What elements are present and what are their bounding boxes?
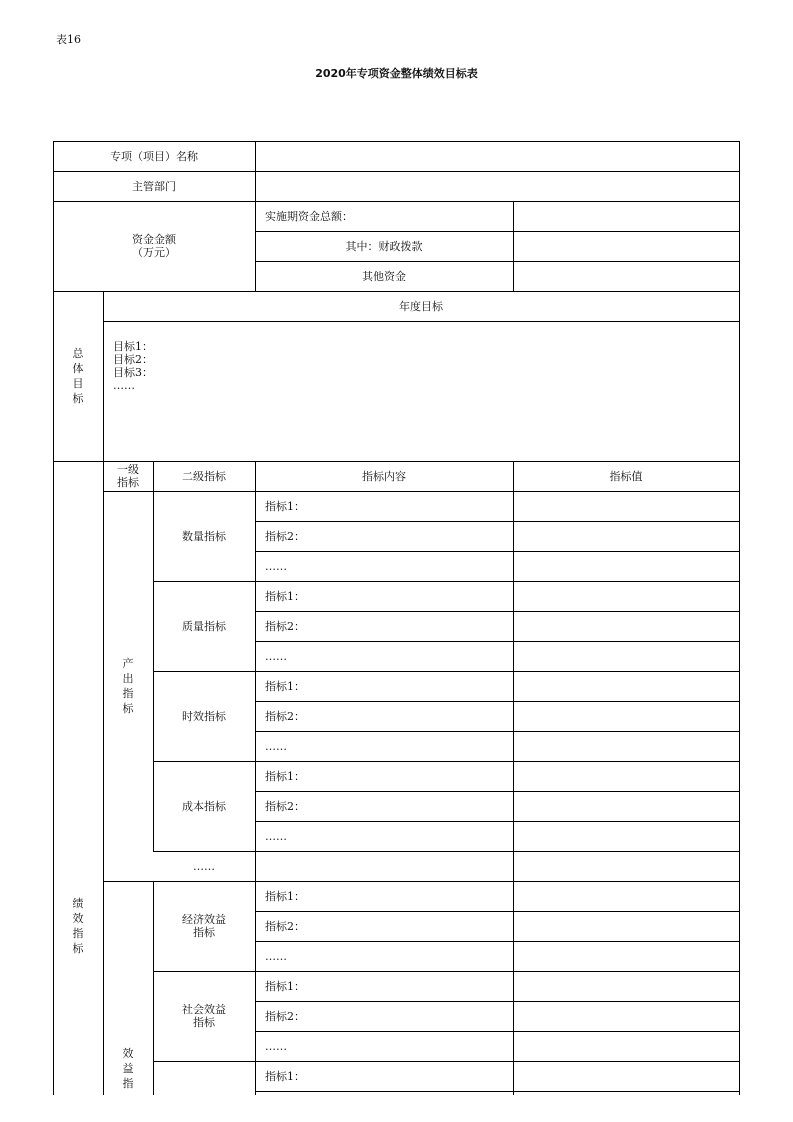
fiscal-fund-label: 其中：财政拨款 [345, 239, 423, 253]
department-value[interactable] [256, 172, 739, 201]
item-row[interactable]: 指标1： [265, 769, 305, 783]
item-row[interactable]: 指标2： [265, 799, 305, 813]
page-title: 2020年专项资金整体绩效目标表 [315, 67, 478, 80]
cat-economic: 经济效益 指标 [182, 913, 226, 939]
total-fund-label: 实施期资金总额： [265, 209, 353, 223]
item-row[interactable]: 指标1： [265, 679, 305, 693]
item-row[interactable]: 指标2： [265, 619, 305, 633]
project-name-value[interactable] [256, 142, 739, 171]
annual-goal-label: 年度目标 [399, 299, 443, 313]
overall-goal-cell [53, 291, 103, 461]
fiscal-fund-value[interactable] [514, 232, 739, 261]
cat-quantity: 数量指标 [182, 529, 226, 543]
col-level1-header: 一级 指标 [117, 463, 139, 489]
item-row[interactable]: …… [265, 559, 287, 573]
other-fund-label: 其他资金 [362, 269, 406, 283]
project-name-label: 专项（项目）名称 [110, 149, 198, 163]
cat-timeliness: 时效指标 [182, 709, 226, 723]
col-level2-header: 二级指标 [182, 469, 226, 483]
cat-social: 社会效益 指标 [182, 1003, 226, 1029]
item-row[interactable]: 指标2： [265, 919, 305, 933]
table-number: 表16 [56, 33, 81, 46]
item-row[interactable]: 指标1： [265, 979, 305, 993]
benefit-indicator-label: 效益指 [122, 1047, 134, 1090]
cat-more: …… [193, 859, 215, 873]
cat-cost: 成本指标 [182, 799, 226, 813]
item-row[interactable]: 指标2： [265, 709, 305, 723]
output-indicator-label: 产出指标 [122, 657, 134, 715]
fund-amount-label: 资金金额 （万元） [132, 233, 176, 259]
cat-quality: 质量指标 [182, 619, 226, 633]
item-row[interactable]: 指标1： [265, 499, 305, 513]
item-row[interactable]: 指标1： [265, 589, 305, 603]
item-row[interactable]: …… [265, 1039, 287, 1053]
col-content-header: 指标内容 [362, 469, 406, 483]
output-indicator-cell [103, 491, 153, 881]
item-row[interactable]: …… [265, 739, 287, 753]
item-row[interactable]: 指标1： [265, 1069, 305, 1083]
item-row[interactable]: 指标1： [265, 889, 305, 903]
total-fund-value[interactable] [514, 202, 739, 231]
other-fund-value[interactable] [514, 262, 739, 291]
item-row[interactable]: 指标2： [265, 1009, 305, 1023]
col-value-header: 指标值 [609, 469, 643, 483]
perf-label-cell [53, 891, 103, 961]
item-row[interactable]: …… [265, 949, 287, 963]
department-label: 主管部门 [132, 179, 176, 193]
item-row[interactable]: …… [265, 649, 287, 663]
overall-goal-label: 总体目标 [72, 347, 84, 405]
annual-goal-text[interactable]: 目标1： 目标2： 目标3： …… [113, 340, 153, 392]
benefit-indicator-cell [103, 1046, 153, 1091]
perf-label: 绩效指标 [72, 897, 84, 955]
item-row[interactable]: …… [265, 829, 287, 843]
item-row[interactable]: 指标2： [265, 529, 305, 543]
